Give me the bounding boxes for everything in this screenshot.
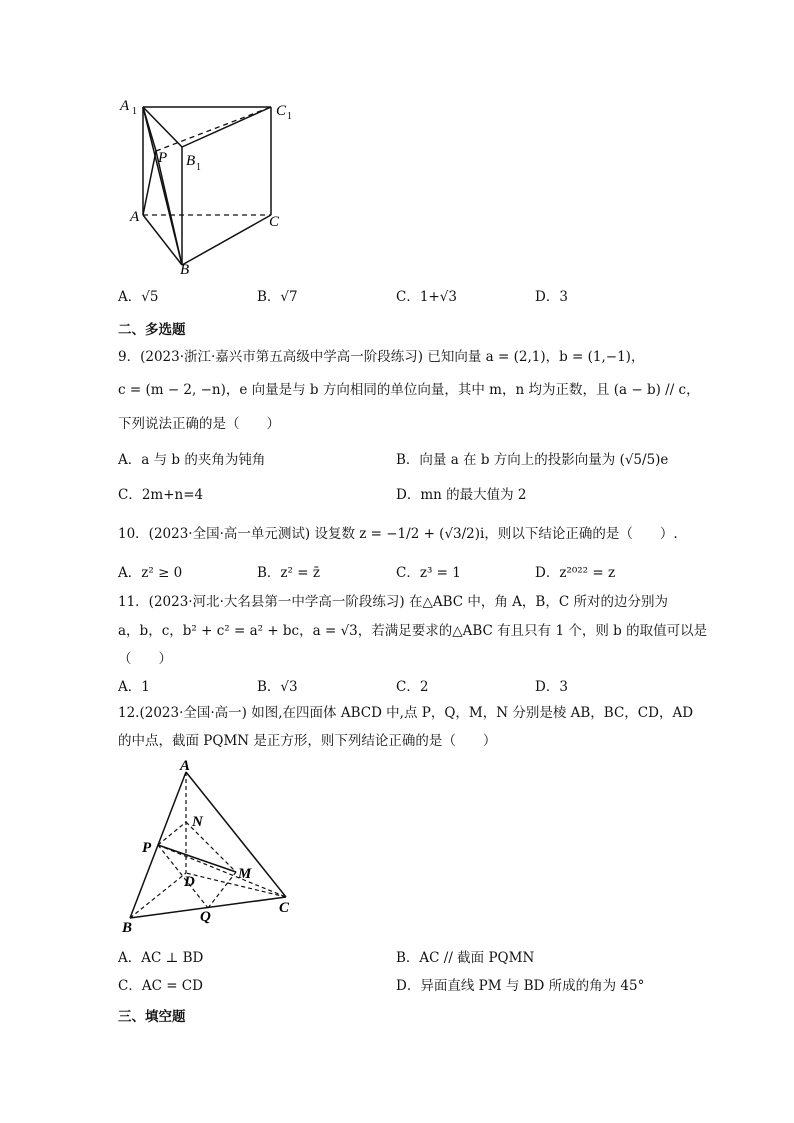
- q12-option-a: A．AC ⊥ BD: [118, 950, 204, 966]
- q9-stem-line2: c = (m − 2, −n)，e 向量是与 b 方向相同的单位向量，其中 m，n 均为正数，且 (a − b) // c，: [118, 382, 700, 398]
- q9-option-c: C．2m+n=4: [118, 487, 204, 503]
- label-A: A: [130, 209, 140, 225]
- q8-option-c: C．1+√3: [396, 289, 457, 305]
- q8-option-a: A．√5: [118, 289, 159, 305]
- label-A1-sub: 1: [132, 106, 137, 117]
- q9-option-d: D．mn 的最大值为 2: [396, 487, 527, 503]
- label-C1: C: [276, 103, 287, 119]
- label-Q: Q: [200, 909, 211, 925]
- q10-option-c: C．z³ = 1: [396, 565, 461, 581]
- q11-option-a: A．1: [118, 679, 150, 695]
- label-C: C: [279, 900, 290, 916]
- label-C: C: [269, 214, 280, 230]
- q12-stem-line2: 的中点，截面 PQMN 是正方形，则下列结论正确的是（ ）: [118, 733, 497, 749]
- prism-figure: [110, 90, 310, 280]
- q9-option-a: A．a 与 b 的夹角为钝角: [118, 452, 266, 468]
- q11-option-c: C．2: [396, 679, 429, 695]
- q11-option-d: D．3: [535, 679, 568, 695]
- q11-option-b: B．√3: [257, 679, 298, 695]
- q9-stem-line1: 9．(2023·浙江·嘉兴市第五高级中学高一阶段练习) 已知向量 a = (2,1)，b = (1,−1)，: [118, 349, 645, 365]
- label-M: M: [238, 866, 252, 882]
- label-B1-sub: 1: [196, 162, 201, 173]
- q12-option-c: C．AC = CD: [118, 978, 203, 994]
- q9-stem-line3: 下列说法正确的是（ ）: [118, 416, 280, 432]
- section-heading-multi-choice: 二、多选题: [118, 322, 186, 338]
- q11-stem-line2: a，b，c，b² + c² = a² + bc，a = √3，若满足要求的△ABC 有且只有 1 个，则 b 的取值可以是: [118, 623, 708, 639]
- label-B1: B: [186, 153, 196, 169]
- q10-stem: 10．(2023·全国·高一单元测试) 设复数 z = −1/2 + (√3/2)i，则以下结论正确的是（ ）.: [118, 526, 678, 542]
- label-B: B: [122, 920, 133, 936]
- label-P: P: [158, 150, 168, 166]
- label-B: B: [180, 262, 190, 278]
- label-D: D: [184, 874, 195, 890]
- tetrahedron-figure: [110, 760, 310, 940]
- label-C1-sub: 1: [287, 111, 292, 122]
- label-N: N: [192, 814, 203, 830]
- q8-option-d: D．3: [535, 289, 568, 305]
- q8-option-b: B．√7: [257, 289, 298, 305]
- section-heading-fill-blank: 三、填空题: [118, 1009, 186, 1025]
- q10-option-d: D．z²⁰²² = z: [535, 565, 616, 581]
- label-P: P: [142, 840, 152, 856]
- label-A: A: [180, 760, 191, 774]
- q9-option-b: B．向量 a 在 b 方向上的投影向量为 (√5/5)e: [396, 452, 669, 468]
- q12-option-b: B．AC // 截面 PQMN: [396, 950, 535, 966]
- q12-stem-line1: 12.(2023·全国·高一) 如图,在四面体 ABCD 中,点 P，Q，M，N 分别是棱 AB，BC，CD，AD: [118, 705, 694, 721]
- q10-option-a: A．z² ≥ 0: [118, 565, 183, 581]
- q10-option-b: B．z² = z̄: [257, 565, 320, 581]
- label-A1: A: [120, 98, 130, 114]
- q11-stem-line1: 11．(2023·河北·大名县第一中学高一阶段练习) 在△ABC 中，角 A，B，C 所对的边分别为: [118, 594, 668, 610]
- q12-option-d: D．异面直线 PM 与 BD 所成的角为 45°: [396, 978, 645, 994]
- q11-stem-line3: （ ）: [118, 651, 172, 667]
